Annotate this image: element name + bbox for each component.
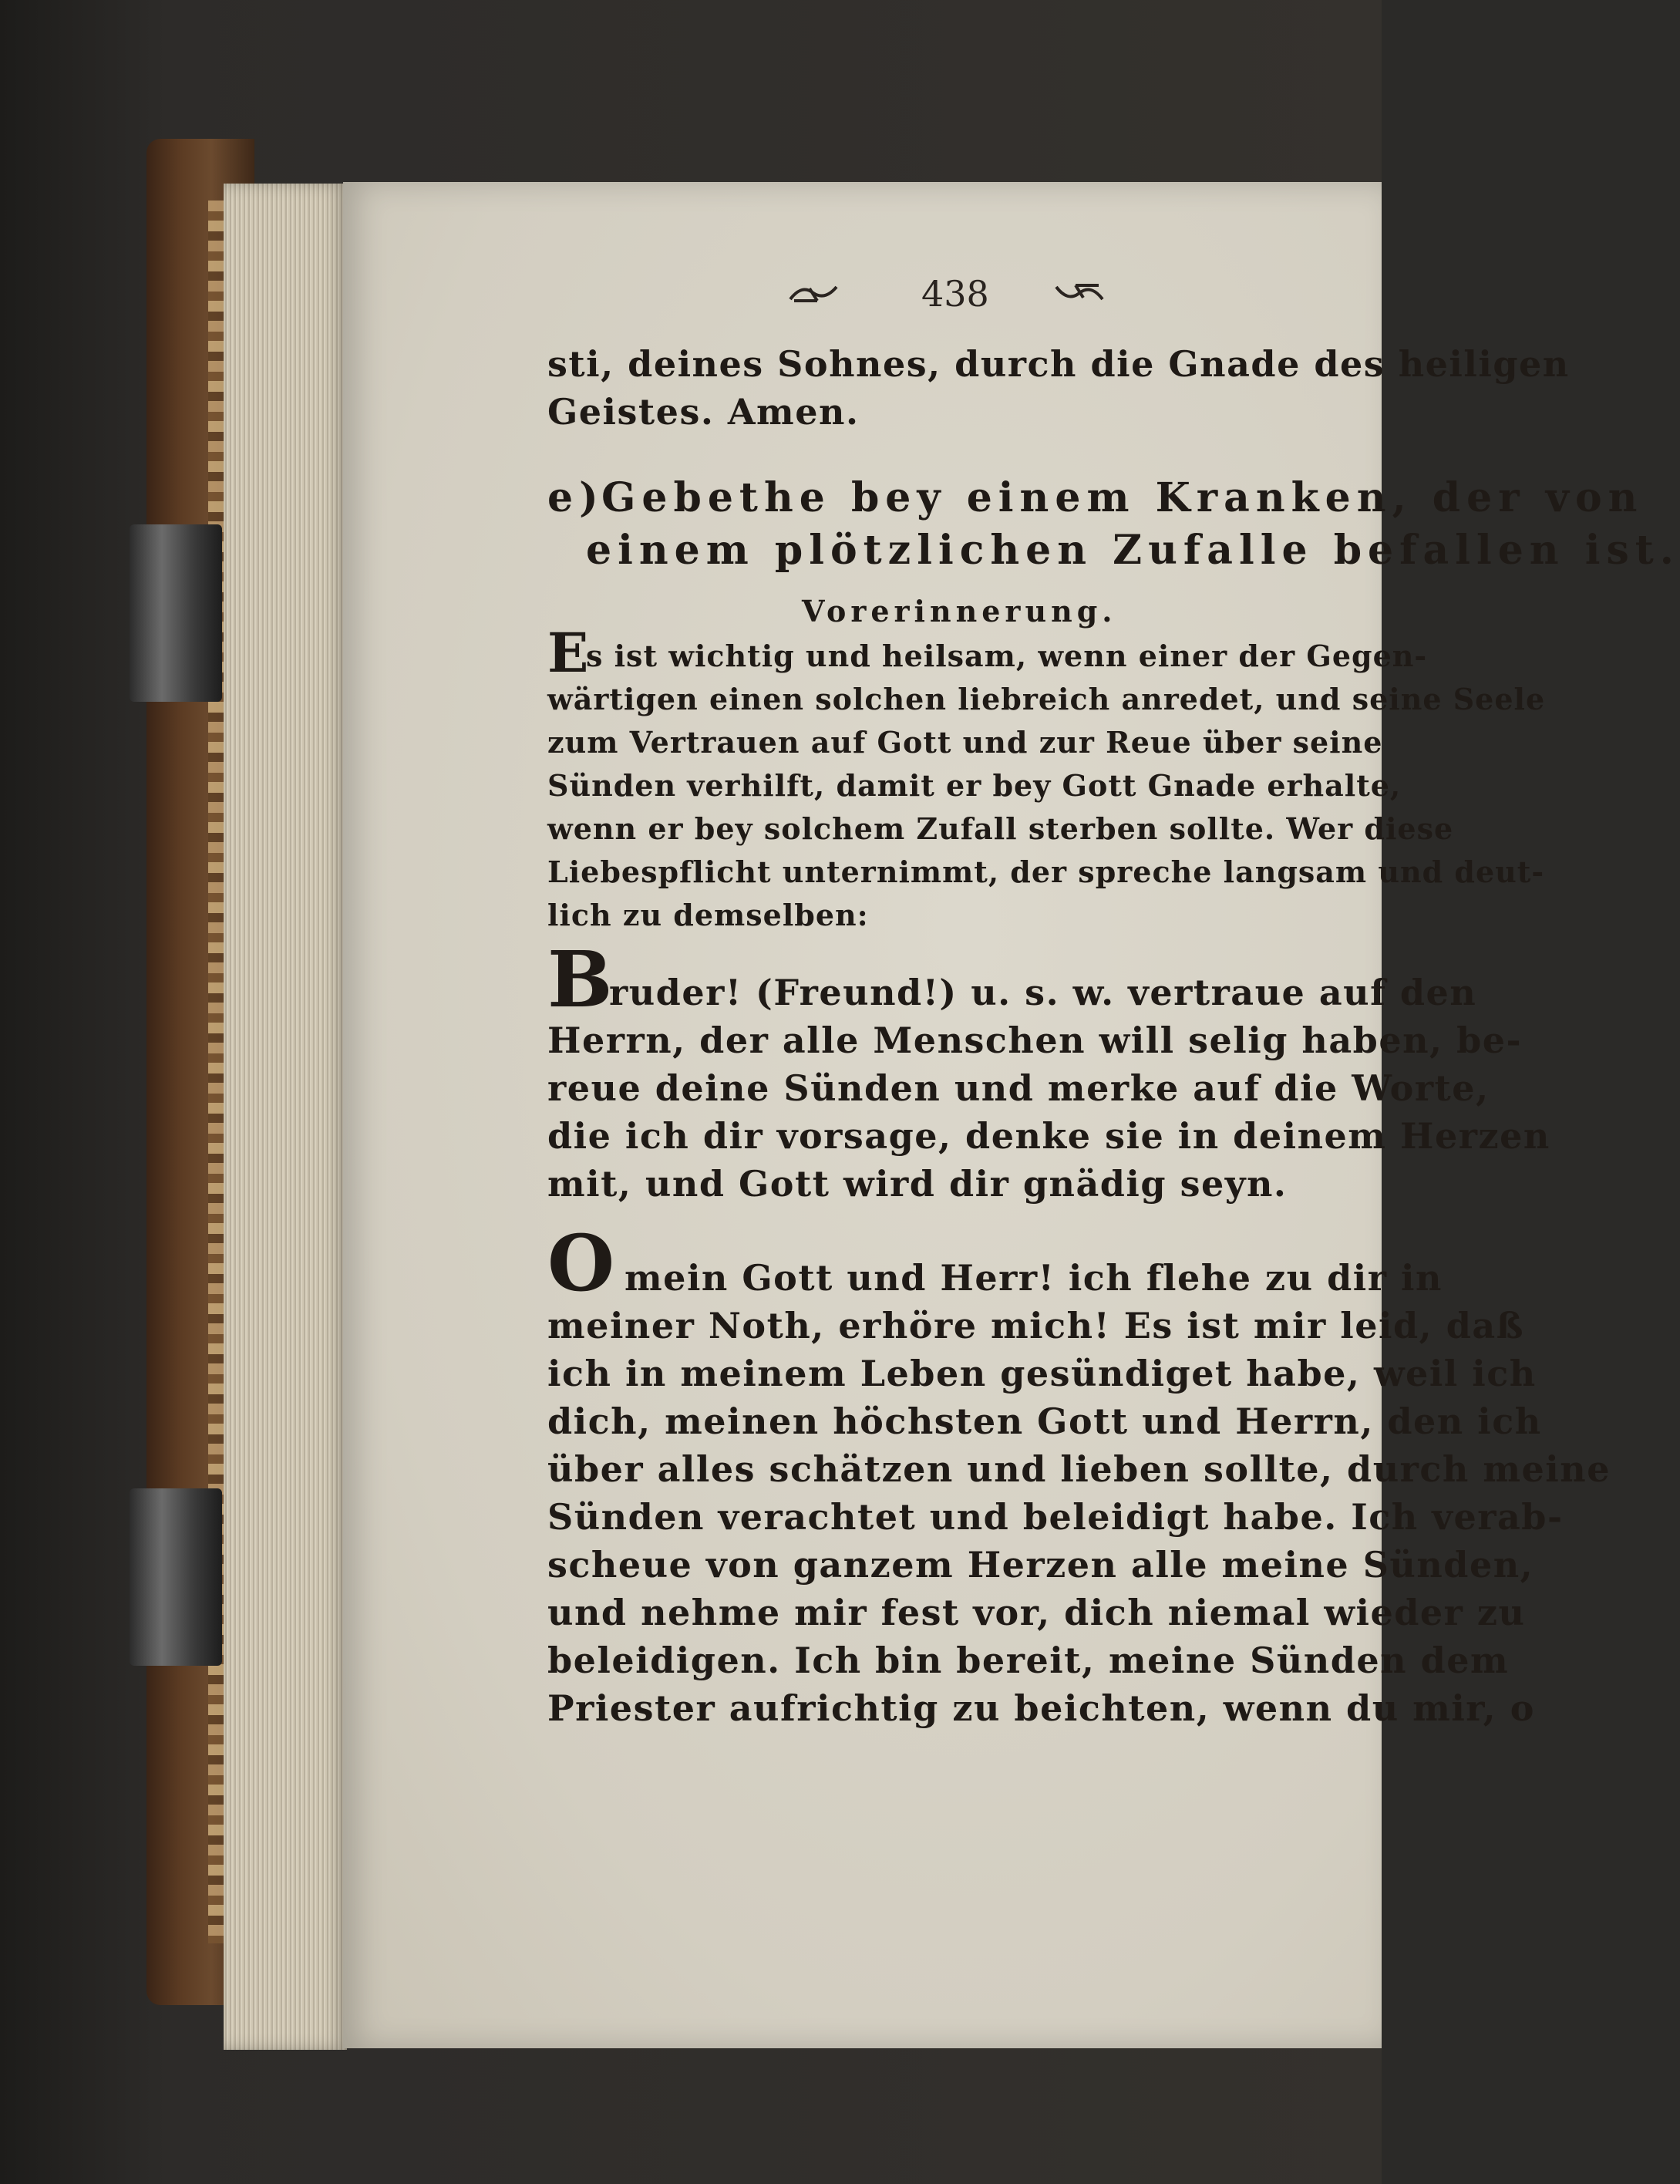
paragraph-line: über alles schätzen und lieben sollte, durch meine bbox=[547, 1448, 1611, 1490]
paragraph-line: mit, und Gott wird dir gnädig seyn. bbox=[547, 1163, 1288, 1205]
preface-dropcap: E bbox=[547, 621, 589, 685]
left-ornament-icon bbox=[786, 278, 840, 308]
text-line: Geistes. Amen. bbox=[547, 391, 860, 433]
preface-line: Liebespflicht unternimmt, der spreche langsam und deut- bbox=[547, 854, 1545, 889]
page-header bbox=[786, 271, 1126, 318]
preface-line: s ist wichtig und heilsam, wenn einer der Gegen- bbox=[586, 639, 1428, 673]
preface-line: Sünden verhilft, damit er bey Gott Gnade erhalte, bbox=[547, 768, 1402, 803]
paragraph-line: Herrn, der alle Menschen will selig haben, be- bbox=[547, 1020, 1523, 1061]
paragraph-line: meiner Noth, erhöre mich! Es ist mir leid, daß bbox=[547, 1305, 1525, 1346]
page-edges bbox=[224, 184, 347, 2050]
paragraph-line: und nehme mir fest vor, dich niemal wieder zu bbox=[547, 1592, 1526, 1633]
paragraph-line: Priester aufrichtig zu beichten, wenn du mir, o bbox=[547, 1687, 1535, 1729]
preface-line: wenn er bey solchem Zufall sterben sollte. Wer diese bbox=[547, 811, 1454, 846]
paragraph-line: ich in meinem Leben gesündiget habe, weil ich bbox=[547, 1353, 1537, 1394]
paragraph-line: ruder! (Freund!) u. s. w. vertraue auf den bbox=[609, 972, 1477, 1013]
paragraph-line: Sünden verachtet und beleidigt habe. Ich verab- bbox=[547, 1496, 1564, 1538]
right-ornament-icon bbox=[1052, 278, 1106, 308]
section-title-line-2: einem plötzlichen Zufalle befallen ist. bbox=[586, 527, 1680, 574]
dropcap-o: O bbox=[547, 1218, 615, 1309]
paragraph-line: scheue von ganzem Herzen alle meine Sünden, bbox=[547, 1544, 1534, 1586]
text-line: sti, deines Sohnes, durch die Gnade des heiligen bbox=[547, 343, 1570, 385]
section-label: e) bbox=[547, 474, 604, 521]
lower-clasp bbox=[130, 1488, 222, 1666]
preface-line: lich zu demselben: bbox=[547, 898, 869, 932]
upper-clasp bbox=[130, 524, 222, 702]
paragraph-line: reue deine Sünden und merke auf die Worte, bbox=[547, 1067, 1490, 1109]
paragraph-line: beleidigen. Ich bin bereit, meine Sünden dem bbox=[547, 1640, 1510, 1681]
paragraph-line: mein Gott und Herr! ich flehe zu dir in bbox=[625, 1257, 1443, 1299]
preface-title: Vorerinnerung. bbox=[802, 594, 1117, 629]
preface-line: zum Vertrauen auf Gott und zur Reue über seine bbox=[547, 725, 1383, 760]
section-title-line-1: Gebethe bey einem Kranken, der von bbox=[601, 474, 1644, 521]
paragraph-line: dich, meinen höchsten Gott und Herrn, den ich bbox=[547, 1400, 1542, 1442]
page-number: 438 bbox=[921, 273, 989, 315]
preface-line: wärtigen einen solchen liebreich anredet, und seine Seele bbox=[547, 682, 1546, 716]
dropcap-b: B bbox=[547, 934, 613, 1025]
paragraph-line: die ich dir vorsage, denke sie in deinem Herzen bbox=[547, 1115, 1550, 1157]
